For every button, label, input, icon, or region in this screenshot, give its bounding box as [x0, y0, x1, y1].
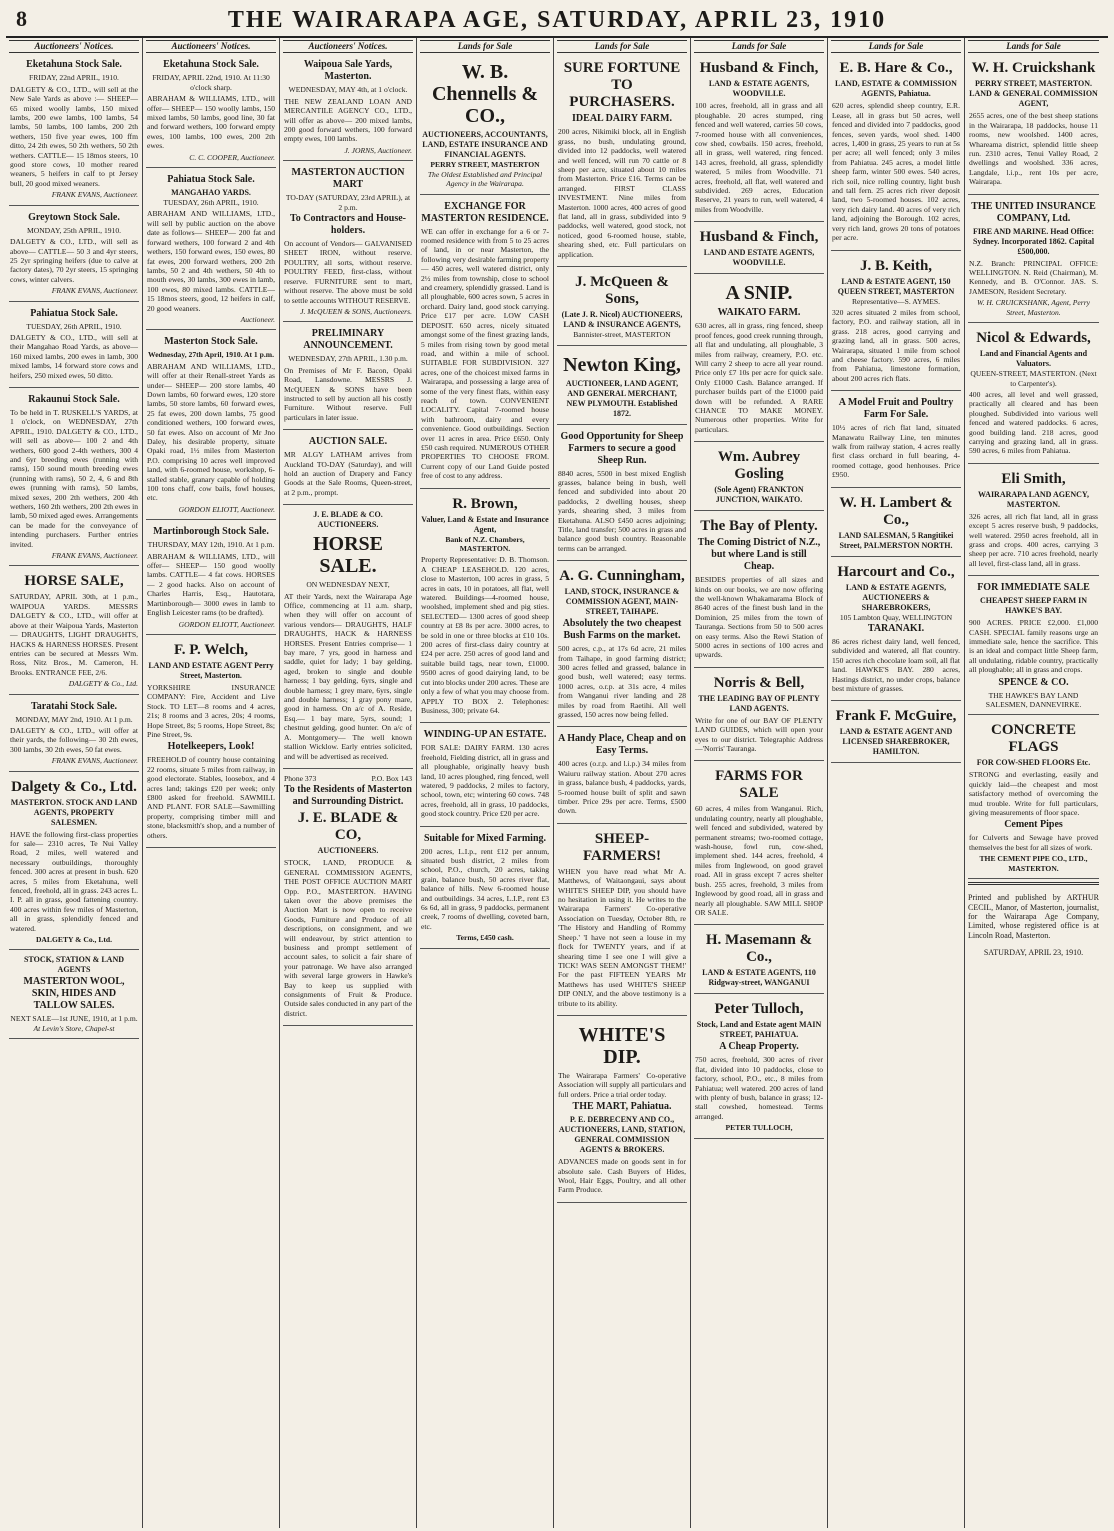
- column-3: [280, 38, 417, 1528]
- ad-body: STOCK, LAND, PRODUCE & GENERAL COMMISSION AGENTS, THE POST OFFICE AUCTION MART Opp. P.O., MASTERTON. HAVING taken over the above premises the Auction Mart is now open to receive Goods, Furniture and Produce of all descriptions, on consignment, and we will endeavour, by strict attention to business and prompt settlement of account sales, to solicit a fair share of your patronage. We have also arranged with several large growers in Hawke's Bay to keep us supplied with consignments of Fruit & Produce. Outside sales conducted in any part of the district.: [284, 858, 412, 1018]
- ad-product-name: WHITE'S DIP.: [578, 1023, 666, 1068]
- ad-title: Suitable for Mixed Farming.: [423, 832, 547, 844]
- ad-norris-bell: [694, 671, 824, 762]
- ad-date: TUESDAY, 26th APRIL, 1910.: [163, 198, 259, 208]
- ad-body: To be held in T. RUSKELL'S YARDS, at 1 o'clock, on WEDNESDAY, 27th APRIL, 1910. DALGETY & CO., LTD., will sell as above— 100 2 and 4th wethers, 600 good 2-4th wethers, 300 4 and 6yr breeding ewes (running with rams), 150 sound mouth breeding ewes (running with rams), 50 2, 4, 6 and 8th ewes (running with rams), 50 lambs, mixed sexes, 200 2th wethers, 200 4th wethers, 160 2th wethers, 200 2th ewes in lamb, 50 mixed aged ewes. Arrangements can be made for the conveyance of intending purchasers. Further entries invited.: [10, 407, 138, 549]
- ad-body: 200 acres, L.I.p., rent £12 per annum, situated bush district, 2 miles from school, P.O., church, 20 acres, taking grain, balance bush, 50 acres river flat, balance of hills. New 6-roomed house and outbuildings. 34 acres, L.I.P., rent £3 6s 6d, all in grass, 9 paddocks, permanent creek, 7 rooms of dwelling, coveted barn, etc.: [421, 846, 549, 931]
- ad-horse-sale: [9, 569, 139, 694]
- ad-signature: C. C. COOPER, Auctioneer.: [189, 152, 275, 162]
- ad-eb-hare: [831, 56, 961, 250]
- ad-body-2: FREEHOLD of country house containing 22 rooms, situate 5 miles from railway, in good electorate. Stables, loosebox, and 4 acres land; takings £20 per week; only £800 asked for freehold. SAWMILL AND PLANT. FOR SALE—Sawmilling property, comprising timber mill and stone, blacksmith's shop, and a number of others.: [147, 755, 275, 840]
- ad-company-name: J. B. Keith,: [859, 257, 933, 274]
- ad-company-name: H. Masemann & Co.,: [705, 932, 813, 966]
- ad-signature: FRANK EVANS, Auctioneer.: [51, 190, 138, 200]
- ad-company-name: W. H. Lambert & Co.,: [839, 494, 953, 528]
- ad-body-2: ADVANCES made on goods sent in for absolute sale. Cash Buyers of Hides, Wool, Hair Eggs, Poultry, and all other Farm Produce.: [558, 1157, 686, 1195]
- ad-body: ABRAHAM AND WILLIAMS, LTD., will offer at their Renall-street Yards as under— SHEEP— 200 store lambs, 40 Down lambs, 60 forward ewes, 120 store lambs, 50 store lambs, 60 forward ewes, 25 fat ewes, 200 down lambs, 75 good conditioned wethers, 100 forward ewes, 50 fat ewes. Also on account of Mr Jno Daley, his desirable property, situate Opaki road, 1½ miles from Masterton P.O. comprising 10 acres well improved land, with 6-roomed house, workshop, 6-stalled stable, granary capable of holding 100 tons chaff, cow bails, fowl houses, etc.: [147, 361, 275, 503]
- ad-exchange-residence: [420, 198, 550, 489]
- ad-title: Pahiatua Stock Sale.: [167, 174, 255, 186]
- ad-date: TO-DAY (SATURDAY, 23rd APRIL), at 2 p.m.: [285, 193, 411, 212]
- ad-subtitle: CHEAPEST SHEEP FARM IN HAWKE'S BAY.: [979, 596, 1088, 616]
- ad-title: CONCRETE FLAGS: [990, 722, 1076, 756]
- ad-body: THE NEW ZEALAND LOAN AND MERCANTILE AGENCY CO., LTD., will offer as above— 200 mixed lambs, 200 good forward wethers, 100 forward empty ewes, 100 lambs.: [284, 96, 412, 144]
- ad-harcourt: [831, 560, 961, 702]
- ad-body: 400 acres (o.r.p. and l.i.p.) 34 miles from Waiuru railway station. About 270 acres in grass, balance bush, 4 paddocks, yards, 5-roomed house built of split and sawn timber. Price 29s per acre. Terms, £500 down.: [558, 759, 686, 816]
- ad-body: 320 acres situated 2 miles from school, factory, P.O. and railway station, all in grass. 218 acres, good carrying and grazing land, all in grass. 500 acres, Wairarapa, situated 1 mile from school and cheese factory. 590 acres, 6 miles from Pahiatua, limestone formation, about 200 acres rich flats.: [832, 307, 960, 383]
- ad-signature: Auctioneer.: [240, 314, 275, 324]
- ad-section-title: To the Residents of Masterton and Surrounding District.: [284, 784, 412, 808]
- ad-blade-auctioneers: [283, 772, 413, 1026]
- ad-farms-for-sale: [694, 764, 824, 925]
- ad-immediate-sale: [968, 579, 1099, 715]
- ad-body: WHEN you have read what Mr A. Matthews, of Waitaongaui, says about WHITE'S SHEEP DIP, you should have no hesitation in using it. He writes to the Wairarapa Farmers' Co-operative Association on Tuesday, October 8th, re 'The History and Handling of Rommy Sheep.' 'I have not seen a louse in my flock for TWENTY years, and if at shearing time I see one I will give a TICK! WAS SEEN AMONGST THEM!' For the past FIFTEEN YEARS Mr Matthews has used WHITE'S SHEEP DIP ONLY, and the above testimony is a tribute to its ability.: [558, 866, 686, 1008]
- ad-subtitle: AUCTIONEERS, ACCOUNTANTS, LAND, ESTATE INSURANCE AND FINANCIAL AGENTS.: [422, 130, 548, 160]
- ad-title: MASTERTON AUCTION MART: [291, 167, 405, 191]
- ad-sure-fortune: [557, 56, 687, 267]
- ad-company-name-2: P. E. DEBRECENY AND CO., AUCTIONEERS, LAND, STATION, GENERAL COMMISSION AGENTS & BROKERS.: [558, 1115, 686, 1155]
- ad-body: 86 acres richest dairy land, well fenced, subdivided and watered, all flat country. 150 acres rich chocolate loam soil, all flat land. HAWKE'S BAY. 280 acres, Hastings district, no under crops, balance best mixture of grasses.: [832, 637, 960, 694]
- ad-company-name: A. G. Cunningham,: [559, 568, 685, 585]
- ad-body: FOR SALE: DAIRY FARM. 130 acres freehold, Fielding district, all in grass and all ploughable, originally heavy bush land, 10 acres ploughed, ring fenced, well watered, 9 paddocks, 2 miles to factory, school, town, etc; wintering 60 cows. 748 acres, freehold, all in grass, 10 paddocks, good stock country. Price £20 per acre.: [421, 743, 549, 819]
- ad-date: TUESDAY, 26th APRIL, 1910.: [26, 321, 122, 331]
- ad-subtitle: LAND & ESTATE AGENTS, 110 Ridgway-street, WANGANUI: [702, 968, 816, 988]
- ad-body: HAVE the following first-class properties for sale— 2310 acres, Te Nui Valley Road, 2 miles, well watered and necessary outbuildings, thoroughly fenced. 300 acres at present in bush. 620 acres, 5 miles from Eketahuna, well fenced, freehold, all in grass. 243 acres L. I. P. all in grass, good fattening country. 400 acres within few miles of Masterton, all in grass, splendidly fenced and watered.: [10, 829, 138, 933]
- ad-body: 400 acres, all level and well grassed, practically all cleared and has been ploughed. Subdivided into various well fenced and watered paddocks. 6 acres, good building land. 218 acres, good carrying and grazing land, all in grass. 590 acres, 6 miles from Pahiatua.: [969, 389, 1098, 456]
- ad-body: BESIDES properties of all sizes and kinds on our books, we are now offering the well-known Whakamarama Block of 8640 acres of the finest bush land in the Dominion, 25 miles from the town of Tauranga. Sections from 50 to 500 acres on easy terms. Also the Rewi Station of 5000 acres in sections of 100 acres and upwards.: [695, 575, 823, 660]
- ad-body: YORKSHIRE INSURANCE COMPANY: Fire, Accident and Live Stock. TO LET—8 rooms and 4 acres, 21s; 8 rooms and 3 acres, 20s; 4 rooms, Hope Street, 8s; 5 rooms, Hope Street, 8s; Pine Street, 9s.: [147, 682, 275, 739]
- ad-wh-cruickshank: [968, 56, 1099, 194]
- ad-contact-row: [284, 774, 412, 783]
- ad-body: Property Representative: D. B. Thomson. A CHEAP LEASEHOLD. 120 acres, close to Masterton, 100 acres in grass, 5 acres in oats, 10 in potatoes, all flat, well watered. Buildings—4-roomed house, woolshed, implement shed and pig sties. SELECTED— 1300 acres of good sheep country at £8 8s per acre. 3000 acres, to be sold in one or three blocks at £10 10s. 200 acres of first-class dairy country at £24 per acre. 250 acres of good land and suitable build tags, near town, £1000. 9500 acres of good dairying land, to be cut into blocks under 200 acres. These are only a few of what you may choose from. APPLY TO BOX 2. Telephones: Business, 300; private 64.: [421, 555, 549, 715]
- ad-company-name: W. B. Chennells & CO.,: [431, 61, 539, 128]
- ad-husband-finch: [694, 56, 824, 222]
- column-heading: Lands for Sale: [420, 40, 550, 53]
- ad-section-title: To Contractors and House-holders.: [289, 213, 407, 237]
- ad-bay-of-plenty: [694, 514, 824, 668]
- ad-signature: GORDON ELIOTT, Auctioneer.: [178, 619, 275, 629]
- ad-body: Write for one of our BAY OF PLENTY LAND GUIDES, which will open your eyes to our district. Telegraphic Address—'Norris' Tauranga.: [695, 715, 823, 754]
- page-number: 8: [16, 6, 27, 31]
- ad-title: A SNIP.: [725, 282, 793, 305]
- imprint-date: SATURDAY, APRIL 23, 1910.: [983, 948, 1084, 958]
- ad-subtitle: J. E. BLADE & CO. AUCTIONEERS.: [313, 510, 383, 530]
- column-7: [828, 38, 965, 1528]
- ad-title: AUCTION SALE.: [308, 436, 388, 448]
- ad-company-name: Peter Tulloch,: [714, 1001, 804, 1018]
- ad-title: MASTERTON WOOL, SKIN, HIDES AND TALLOW SALES.: [23, 976, 125, 1012]
- column-4: [417, 38, 554, 1528]
- masthead: [6, 4, 1108, 38]
- ad-eketahuna-stock-sale: [9, 56, 139, 205]
- ad-company-name: Eli Smith,: [1001, 470, 1066, 487]
- ad-company-name: THE UNITED INSURANCE COMPANY, Ltd.: [971, 200, 1096, 224]
- ad-body: 100 acres, freehold, all in grass and all ploughable. 20 acres stumped, ring fenced and well watered, carries 50 cows, 7-roomed house with all conveniences, cow shed, cowbails. 150 acres, freehold, all in grass, well watered, ring fenced. 143 acres, freehold, all grass, splendidly watered, 5 miles from Woodville. 71 acres, freehold, all flat, well watered and subdivided. 269 acres, Education Reserve, 21 years to run, well watered, 4 miles from Woodville.: [695, 101, 823, 214]
- ad-body: DALGETY & CO., LTD., will offer at their yards, the following— 30 2th ewes, 300 lambs, 30 2th ewes, 50 fat ewes.: [10, 725, 138, 754]
- ad-eli-smith: [968, 467, 1099, 576]
- ad-preliminary-announcement: [283, 325, 413, 430]
- ad-title: Eketahuna Stock Sale.: [26, 59, 122, 71]
- ad-title: HORSE SALE,: [24, 573, 124, 590]
- ad-date: MONDAY, 25th APRIL, 1910.: [26, 225, 122, 235]
- ad-address: Bank of N.Z. Chambers, MASTERTON.: [445, 534, 525, 553]
- ad-whites-dip: [557, 1019, 687, 1203]
- ad-po-box: P.O. Box 143: [371, 773, 412, 783]
- ad-title: A Model Fruit and Poultry Farm For Sale.: [838, 397, 954, 421]
- column-heading: Lands for Sale: [831, 40, 961, 53]
- ad-company-name: Husband & Finch,: [699, 60, 819, 77]
- ad-company-name: Frank F. McGuire,: [835, 708, 957, 725]
- ad-company-name: Harcourt and Co.,: [837, 563, 955, 580]
- ad-subtitle: LAND AND ESTATE AGENT Perry Street, Masterton.: [148, 660, 274, 680]
- divider: [968, 882, 1099, 885]
- ad-body: 10½ acres of rich flat land, situated Manawatu Railway Line, ten minutes walk from railway station, 4 acres really first class orchard in full bearing, 4-roomed cottage, good henhouses. Price £950.: [832, 423, 960, 480]
- ad-subtitle: LAND SALESMAN, 5 Rangitikei Street, PALMERSTON NORTH.: [838, 530, 954, 550]
- ad-title: Taratahi Stock Sale.: [30, 700, 118, 712]
- ad-subtitle: WAIKATO FARM.: [717, 307, 801, 319]
- ad-peter-tulloch: [694, 997, 824, 1138]
- column-heading: Lands for Sale: [557, 40, 687, 53]
- ad-title: FARMS FOR SALE: [715, 768, 803, 802]
- ad-wool-skin-sales: [9, 953, 139, 1039]
- ad-company-name: Dalgety & Co., Ltd.: [11, 778, 137, 795]
- ad-date: WEDNESDAY, MAY 4th, at 1 o'clock.: [288, 85, 408, 95]
- ad-signature: J. McQUEEN & SONS, Auctioneers.: [300, 306, 412, 316]
- ad-signature: J. JORNS, Auctioneer.: [344, 145, 412, 155]
- ad-body: 500 acres, c.p., at 17s 6d acre, 21 miles from Taihape, in good farming district; 300 acres felled and grassed, balance in good bush, well watered; easy terms. 1000 acres, o.r.p. at 31s acre, 4 miles from Wanganui river landing and 28 miles by road from Raetihi. All well grassed, 150 acres now being felled.: [558, 644, 686, 719]
- ad-title: WINDING-UP AN ESTATE.: [423, 729, 547, 741]
- ad-title: A Handy Place, Cheap and on Easy Terms.: [558, 733, 686, 757]
- ad-rakaunui-stock-sale: [9, 391, 139, 567]
- ad-company-name: J. McQueen & Sons,: [575, 274, 669, 308]
- ad-concrete-flags: [968, 718, 1099, 879]
- ad-winding-up-estate: [420, 726, 550, 826]
- ad-a-snip: [694, 277, 824, 442]
- ad-united-insurance: [968, 198, 1099, 323]
- ad-handy-place: [557, 730, 687, 823]
- ad-date: Wednesday, 27th April, 1910. At 1 p.m.: [148, 350, 274, 360]
- column-heading: Lands for Sale: [968, 40, 1099, 53]
- ad-company-name: Norris & Bell,: [713, 674, 805, 691]
- ad-greytown-stock-sale: [9, 209, 139, 302]
- ad-body-2: for Culverts and Sewage have proved themselves the best for all sizes of work.: [969, 833, 1098, 852]
- ad-body: The Wairarapa Farmers' Co-operative Association will supply all particulars and full orders. Price a trial order today.: [558, 1070, 687, 1099]
- ad-subtitle: AUCTIONEERS.: [317, 846, 379, 856]
- ad-body: MR ALGY LATHAM arrives from Auckland TO-DAY (Saturday), and will hold an auction of Drapery and Fancy Goods at the Sale Rooms, Queen-street, at 2 p.m., prompt.: [284, 450, 412, 497]
- ad-jb-keith: [831, 254, 961, 392]
- ad-body: 60 acres, 4 miles from Wanganui. Rich, undulating country, nearly all ploughable, well fenced and subdivided, watered by permanent streams; two-roomed cottage, wash-house, fowl run, cow-shed, implement shed. 144 acres, freehold, 4 miles from Inglewood, on good gravel road. All in grass except 7 acres shelter bush. 255 acres, freehold, 3 miles from Inglewood by good road, all in grass and nearly all ploughable. SAW MILL SHOP OR SALE.: [695, 804, 823, 917]
- ad-subtitle: PERRY STREET, MASTERTON. LAND & GENERAL COMMISSION AGENT,: [969, 79, 1098, 109]
- ad-phone: Phone 373: [284, 773, 317, 783]
- ad-company-name: Nicol & Edwards,: [976, 330, 1091, 347]
- ad-subtitle: LAND & ESTATE AGENT AND LICENSED SHAREBROKER, HAMILTON.: [839, 727, 953, 757]
- ad-title: EXCHANGE FOR MASTERTON RESIDENCE.: [421, 200, 549, 224]
- ad-date: FRIDAY, 22nd APRIL, 1910.: [29, 73, 119, 83]
- ad-h-masemann: [694, 928, 824, 994]
- ad-title: Martinborough Stock Sale.: [153, 526, 269, 538]
- ad-signature: FRANK EVANS, Auctioneer.: [51, 756, 138, 766]
- ad-body: DALGETY & CO., LTD., will sell as above— CATTLE— 50 3 and 4yr steers, 25 2yr springing heifers (due to calve at factory dates), 70 2yr steers, 15 springing cows, winter calvers.: [10, 237, 138, 284]
- column-2: [143, 38, 280, 1528]
- ad-company-name: R. Brown,: [452, 495, 518, 512]
- ad-company-name: E. B. Hare & Co.,: [839, 60, 953, 77]
- ad-signature: DALGETY & Co., Ltd.: [68, 679, 138, 689]
- ad-body: STRONG and everlasting, easily and quickly laid—the cheapest and most satisfactory method of overcoming the mud trouble. Write for full particulars, giving measurements of floor space.: [969, 770, 1098, 818]
- ad-subtitle: Valuer, Land & Estate and Insurance Agent,: [421, 514, 549, 534]
- ad-note: NEXT SALE—1st JUNE, 1910, at 1 p.m.: [10, 1014, 138, 1024]
- ad-signature: GORDON ELIOTT, Auctioneer.: [178, 504, 275, 514]
- ad-wh-lambert: [831, 491, 961, 557]
- ad-subtitle: LAND, STOCK, INSURANCE & COMMISSION AGENT, MAIN-STREET, TAIHAPE.: [564, 587, 680, 617]
- ad-taratahi-stock-sale: [9, 698, 139, 772]
- column-6: [691, 38, 828, 1528]
- ad-r-brown: [420, 492, 550, 724]
- ad-sheep-run: [557, 428, 687, 562]
- ad-title: The Bay of Plenty.: [700, 518, 818, 535]
- ad-date: FRIDAY, APRIL 22nd, 1910. At 11:30 o'clock sharp.: [152, 73, 270, 92]
- ad-body: 200 acres, Nikimiki block, all in English grass, no bush, undulating ground, divided into 12 paddocks, well watered and well fenced, will run 70 cattle or 8 sheep per acre, situated about 10 miles from Masterton. Price £16. Terms can be arranged. FIRST CLASS INVESTMENT. Nine miles from Masterton. 1000 acres, 400 acres of good flat land, all in grass, subdivided into 9 paddocks, well watered, good stock, not noticed, good 6-roomed house, stable, shearing shed, etc. Full particulars on application.: [558, 127, 686, 259]
- ad-body: WE can offer in exchange for a 6 or 7-roomed residence with from 5 to 25 acres of land, in or near Masterton, the following very desirable farming property— 450 acres, well watered district, only 2½ miles from township, close to school and creamery, splendidly grassed. Land is all ploughable, 600 acres sown, 5 acres in orchard. Dairy land, good stock carrying. Price £17 per acre. LOW CASH DEPOSIT. 650 acres, nicely situated amongst some of the finest grazing lands, 5 miles from rising town by good metal road, and within a mile of school. SUITABLE FOR SUBDIVISION. 327 acres, one of the choicest mixed farms in Wairarapa, and possessing a large area of some of the very finest flats, within easy reach of town. CONVENIENT LOCALITY. Capital 7-roomed house with bathroom, dairy and every convenience. Good outbuildings. Section over 11 acres in area. Price £650. Only £50 cash required. NUMEROUS OTHER PROPERTIES TO CHOOSE FROM. Current copy of our Land Guide posted free of cost to any address.: [421, 226, 549, 481]
- ad-signature: FRANK EVANS, Auctioneer.: [51, 551, 138, 561]
- ad-title: Masterton Stock Sale.: [164, 336, 258, 348]
- column-5: [554, 38, 691, 1528]
- ad-body: 620 acres, splendid sheep country, E.R. Lease, all in grass but 50 acres, well fenced and divided into 7 paddocks, good fences, seven yards, wool shed. 1400 acres, 1,400 in grass, 25 years to run at 5s per acre; all well fenced; only 3 miles from Pahiatua. 245 acres, a model little sheep farm, winter 500 ewes. 540 acres, rich soil, nice rolling country, light bush and tall fern. 25 acres rich river deposit land, two 5-roomed houses. 102 acres, very rich dairy land. 40 acres of very rich land, adjoining the Borough. 102 acres, very rich land, grows 20 tons of potatoes per acre.: [832, 101, 960, 243]
- ad-body: 750 acres, freehold, 300 acres of river flat, divided into 10 paddocks, close to factory, school, P.O., etc., 8 miles from Pahiatua; well watered. 200 acres of land with plenty of bush, balance in grass; 12-stall cowshed, homestead. Terms arranged.: [695, 1055, 823, 1121]
- ad-company-name: SPENCE & CO.: [998, 676, 1069, 688]
- ad-date: WEDNESDAY, 27th APRIL, 1.30 p.m.: [288, 354, 408, 364]
- ad-signature: FRANK EVANS, Auctioneer.: [51, 286, 138, 296]
- ad-auction-sale: [283, 433, 413, 505]
- ad-masterton-stock-sale: [146, 333, 276, 520]
- ad-address: PERRY STREET, MASTERTON: [430, 160, 540, 170]
- ad-date: ON WEDNESDAY NEXT,: [306, 580, 390, 590]
- ad-body: N.Z. Branch: PRINCIPAL OFFICE: WELLINGTON. N. Reid (Chairman), M. Kennedy, and B. O'Connor. JAS. S. JAMESON, Resident Secretary.: [969, 258, 1098, 296]
- ad-tagline: The Oldest Established and Principal Agency in the Wairarapa.: [427, 169, 543, 189]
- ad-section-title: THE MART, Pahiatua.: [572, 1101, 672, 1113]
- ad-newton-king: [557, 349, 687, 425]
- ad-blade-horse-sale: [283, 508, 413, 769]
- ad-title: Waipoua Sale Yards, Masterton.: [303, 59, 393, 83]
- ad-address: Bannister-street, MASTERTON: [573, 330, 671, 340]
- ad-address: QUEEN-STREET, MASTERTON. (Next to Carpenter's).: [970, 369, 1097, 388]
- column-1: [6, 38, 143, 1528]
- ad-pahiatua-stock-sale-2: [146, 171, 276, 330]
- ad-title: Good Opportunity for Sheep Farmers to secure a good Sheep Run.: [560, 430, 684, 466]
- ad-section-title: Cement Pipes: [1004, 819, 1063, 831]
- ad-address: 105 Lambton Quay, WELLINGTON: [839, 612, 953, 622]
- ad-date: THURSDAY, MAY 12th, 1910. At 1 p.m.: [147, 540, 275, 550]
- ad-footer: At Levin's Store, Chapel-st: [33, 1023, 115, 1033]
- ad-date: MONDAY, MAY 2nd, 1910. At 1 p.m.: [15, 714, 133, 724]
- ad-mixed-farming: [420, 830, 550, 949]
- ad-title: Absolutely the two cheapest Bush Farms on the market.: [562, 618, 682, 642]
- ad-nicol-edwards: [968, 326, 1099, 464]
- ad-subtitle: WAIRARAPA LAND AGENCY, MASTERTON.: [978, 489, 1089, 509]
- ad-pahiatua-stock-sale: [9, 305, 139, 388]
- ad-title: Pahiatua Stock Sale.: [30, 307, 118, 319]
- ad-company-name: Newton King,: [563, 353, 681, 376]
- ad-frank-mcguire: [831, 704, 961, 763]
- columns: [6, 38, 1108, 1528]
- ad-subtitle: FOR COW-SHED FLOORS Etc.: [976, 758, 1091, 768]
- ad-signature: W. H. CRUICKSHANK, Agent, Perry Street, Masterton.: [976, 298, 1091, 317]
- column-heading: Lands for Sale: [694, 40, 824, 53]
- ad-body: DALGETY & CO., LTD., will sell at their Mangahao Road Yards, as above— 160 mixed lambs, 200 ewes in lamb, 300 mixed lambs, 14 forward store cows and heifers, 250 mixed ewes, 50 ditto.: [10, 332, 138, 380]
- ad-dalgety-co: [9, 775, 139, 951]
- ad-company-name: J. E. BLADE & CO,: [297, 810, 399, 844]
- column-heading: Auctioneers' Notices.: [146, 40, 276, 53]
- ad-subtitle: AUCTIONEER, LAND AGENT, AND GENERAL MERCHANT, NEW PLYMOUTH. Established 1872.: [565, 378, 679, 418]
- ad-subtitle: LAND & ESTATE AGENTS, WOODVILLE.: [708, 79, 810, 99]
- ad-sheep-farmers: [557, 827, 687, 1016]
- ad-tagline: Terms, £450 cash.: [456, 933, 514, 943]
- ad-title: PRELIMINARY ANNOUNCEMENT.: [303, 328, 393, 352]
- ad-subtitle: The Coming District of N.Z., but where Land is still Cheap.: [697, 537, 821, 573]
- ad-masterton-auction-mart: [283, 164, 413, 322]
- ad-body: ABRAHAM & WILLIAMS, LTD., will offer— SHEEP— 150 good woolly lambs. CATTLE— 4 fat cows. HORSES— 2 good hacks. Also on account of Charles Harris, Esq., Hautotara, Martinborough— 3000 ewes in lamb to English Leicester rams (to be drafted).: [147, 551, 275, 618]
- ad-martinborough-stock-sale: [146, 523, 276, 635]
- ad-subtitle: (Late J. R. Nicol) AUCTIONEERS, LAND & INSURANCE AGENTS,: [561, 310, 683, 330]
- ad-company-name: THE CEMENT PIPE CO., LTD., MASTERTON.: [979, 854, 1088, 873]
- ad-body: On account of Vendors— GALVANISED SHEET IRON, without reserve. POULTRY, all sorts, without reserve. POULTRY FEED, first-class, without reserve. FURNITURE sent to mart, without reserve. The above must be sold to settle accounts WITHOUT RESERVE.: [284, 239, 412, 305]
- ad-title: TARANAKI.: [867, 623, 925, 634]
- ad-subtitle: STOCK, STATION & LAND AGENTS: [23, 955, 125, 975]
- ad-subtitle: Land and Financial Agents and Valuators.: [979, 349, 1088, 369]
- ad-mcqueen-sons: [557, 270, 687, 345]
- ad-body: ABRAHAM & WILLIAMS, LTD., will offer— SHEEP— 150 woolly lambs, 150 mixed lambs, 50 lambs, good line, 30 fat and forward wethers, 100 forward empty ewes, 100 lambs, 100 ewes, 200 2th ewes.: [147, 94, 275, 151]
- ad-company-name: W. H. Cruickshank: [971, 60, 1096, 77]
- ad-subtitle: MANGAHAO YARDS.: [171, 188, 251, 198]
- ad-title: SHEEP-FARMERS!: [582, 830, 662, 864]
- ad-body: On Premises of Mr F. Bacon, Opaki Road, Lansdowne. MESSRS J. McQUEEN & SONS have been instructed to sell by auction all his costly Furniture. Without reserve. Full particulars in later issue.: [284, 365, 412, 422]
- column-heading: Auctioneers' Notices.: [9, 40, 139, 53]
- printer-imprint: Printed and published by ARTHUR CECIL, Manor, of Masterton, journalist, for the Wairarapa Age Company, Limited, whose registered office is at Lincoln Road, Masterton.: [968, 893, 1099, 940]
- ad-body: AT their Yards, next the Wairarapa Age Office, commencing at 11 a.m. sharp, when they will offer on account of various vendors— DRAUGHTS, HALF DRAUGHTS, HACK & HARNESS HORSES. Present Entries comprise— 1 bay mare, 7 yrs, good in harness and saddle, quiet for lady; 1 bay gelding, aged, broken to single and double harness; 1 bay gelding, 6yrs, single and double harness; 1 grey mare, 6yrs, single and double harness; 1 gray pony mare, good in harness. On a/c of A. Reside, Esq.— 1 bay mare, 5yrs, sound; 1 chestnut gelding, good hunter. On a/c of A. Montgomery— The well known stallion Wicklow. Early entries solicited, and will be advertised as received.: [284, 591, 412, 761]
- ad-title: A Cheap Property.: [719, 1041, 799, 1053]
- column-8: [965, 38, 1102, 1528]
- ad-title: HORSE SALE.: [312, 533, 384, 578]
- ad-body: 900 ACRES. PRICE £2,000. £1,000 CASH. SPECIAL family reasons urge an immediate sale, hence the sacrifice. This is an ideal and compact little Sheep farm, all undulating, ridable country, practically all ploughable; all in grass and crops.: [969, 618, 1098, 675]
- ad-subtitle: LAND AND ESTATE AGENTS, WOODVILLE.: [703, 248, 815, 268]
- ad-title: FOR IMMEDIATE SALE: [977, 582, 1090, 594]
- ad-company-name: Wm. Aubrey Gosling: [717, 449, 801, 483]
- ad-title: Rakaunui Stock Sale.: [28, 393, 120, 405]
- ad-title: Eketahuna Stock Sale.: [163, 59, 259, 71]
- ad-body: DALGETY & CO., LTD., will sell at the New Sale Yards as above :— SHEEP— 65 mixed woolly lambs, 150 mixed lambs, 200 ewe lambs, 100 lambs, 54 lambs, 50 lambs, 100 lambs, 200 2th wethers, 150 five year ewes, 100 ffm ditto, 24 2th ewes, 50 2th wethers, 50 2th wethers. CATTLE— 15 18mos steers, 10 good store cows, 10 mother reared weaners, 5 heifers in calf to pt Jersey bull, 20 good mixed weaners.: [10, 84, 138, 188]
- newspaper-title: THE WAIRARAPA AGE, SATURDAY, APRIL 23, 1910: [227, 6, 887, 33]
- ad-signature: PETER TULLOCH,: [725, 1123, 793, 1133]
- ad-title: Greytown Stock Sale.: [28, 211, 120, 223]
- ad-company-name: F. P. Welch,: [173, 641, 249, 658]
- ad-body: 8840 acres, 5500 in best mixed English grasses, balance being in bush, well fenced and subdivided into about 20 paddocks, 2 dwelling houses, sheep yards, shearing shed, 3 miles from Eketahuna. ALSO £450 acres adjoining; Title, land transfer; 500 acres in grass and balance good bush country. Reasonable terms can be arranged.: [558, 468, 686, 553]
- ad-subtitle: MASTERTON. STOCK AND LAND AGENTS, PROPERTY SALESMEN.: [10, 797, 138, 827]
- ad-subtitle: THE LEADING BAY OF PLENTY LAND AGENTS.: [698, 693, 820, 713]
- ad-subtitle: LAND, ESTATE & COMMISSION AGENTS, Pahiatua.: [835, 79, 957, 99]
- ad-wb-chennells: [420, 56, 550, 194]
- ad-signature: DALGETY & Co., Ltd.: [35, 935, 113, 945]
- ad-section-title: Hotelkeepers, Look!: [167, 741, 255, 753]
- ad-eketahuna-stock-sale-2: [146, 56, 276, 168]
- ad-body: SATURDAY, APRIL 30th, at 1 p.m., WAIPOUA YARDS. MESSRS DALGETY & CO., LTD., will offer at above at their Waipoua Yards, Masterton— DRAUGHTS, LIGHT DRAUGHTS, HACKS & HARNESS HORSES. Present entries can be secured at Messrs Wm. Ross, Nitz Bros., M. Cameron, H. Brooks. ENTRANCE FEE, 2/6.: [10, 592, 138, 677]
- ad-body: 630 acres, all in grass, ring fenced, sheep proof fences, good creek running through, all flat and undulating, all ploughable, 3 miles from railway, creamery, P.O. etc. Will carry 2 sheep to acre all year round. Price only £7 10s per acre for quick sale. Only £1000 Cash. Balance arranged. If purchaser builds part of the £1000 paid down will be refunded. A RARE CHANCE TO MAKE MONEY. Numerous other properties. Write for particulars.: [695, 321, 823, 434]
- ad-body: ABRAHAM AND WILLIAMS, LTD., will sell by public auction on the above date as follows— SHEEP— 200 fat and forward wethers, 100 forward 2 and 4th wethers, 150 forward ewes, 150 ewes, 80 fat ewes, 200 forward wethers, 200 2th lambs, 50 2 and 4th wethers, 50 4th to mouth ewes, 30 lambs, 300 ewes in lamb, 100 ewes, 80 mixed lambs. CATTLE— 15 18mos steers, good, 12 heifers in calf, 20 good weaners.: [147, 209, 275, 313]
- ad-subtitle: FIRE AND MARINE. Head Office: Sydney. Incorporated 1862. Capital £500,000.: [972, 226, 1095, 256]
- ad-fruit-poultry-farm: [831, 394, 961, 487]
- ad-fp-welch: [146, 638, 276, 848]
- ad-subtitle: LAND & ESTATE AGENTS, AUCTIONEERS & SHAREBROKERS,: [845, 582, 947, 612]
- column-heading: Auctioneers' Notices.: [283, 40, 413, 53]
- ad-waipoua-sale-yards: [283, 56, 413, 161]
- ad-subtitle: (Sole Agent) FRANKTON JUNCTION, WAIKATO.: [714, 485, 804, 505]
- ad-ag-cunningham: [557, 564, 687, 727]
- ad-husband-finch-2: [694, 225, 824, 274]
- ad-body: 2655 acres, one of the best sheep stations in the Wairarapa, 18 paddocks, house 11 rooms, new woolshed. 1400 acres, Whareama district, splendid little sheep run. 2310 acres, Tenui Valley Road, 2 dwellings and woolshed. 336 acres, Langdale, l.i.p., rent 10s per acre, Wairarapa.: [969, 111, 1098, 187]
- ad-aubrey-gosling: [694, 445, 824, 511]
- ad-subtitle: IDEAL DAIRY FARM.: [572, 113, 672, 125]
- ad-subtitle: Stock, Land and Estate agent MAIN STREET, PAHIATUA.: [696, 1020, 822, 1040]
- ad-title: SURE FORTUNE TO PURCHASERS.: [563, 60, 681, 111]
- ad-subtitle: LAND & ESTATE AGENT, 150 QUEEN STREET, MASTERTON: [837, 276, 955, 296]
- ad-company-name: Husband & Finch,: [699, 229, 819, 246]
- ad-body: 326 acres, all rich flat land, all in grass except 5 acres reserve bush, 9 paddocks, well watered. 2950 acres freehold, all in grass and crops. 400 acres, carrying 3 sheep per acre. 710 acres freehold, nearly all level, first-class land, all in grass.: [969, 511, 1098, 568]
- ad-representative: Representative—S. AYMES.: [851, 296, 941, 306]
- ad-signature: THE HAWKE'S BAY LAND SALESMEN, DANNEVIRKE.: [985, 690, 1082, 710]
